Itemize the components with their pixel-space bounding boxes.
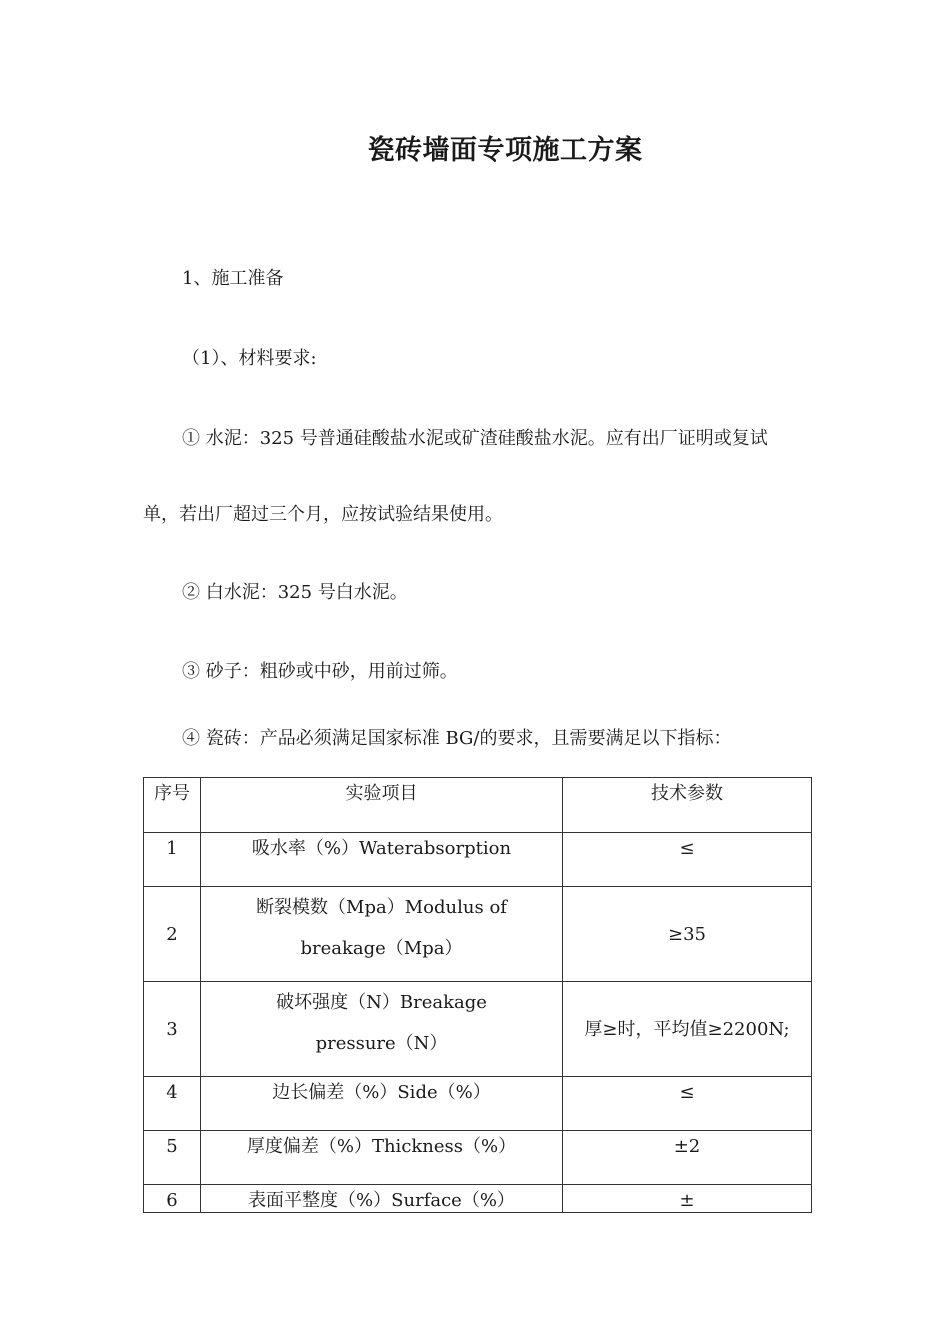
table-row — [144, 1185, 812, 1213]
table-row — [144, 887, 812, 982]
table-row — [144, 982, 812, 1077]
row-test-item: 边长偏差（%）Side（%） — [201, 1077, 563, 1131]
row-test-item: 断裂模数（Mpa）Modulus of breakage（Mpa） — [256, 897, 507, 959]
white-cement-requirement: ② 白水泥：325 号白水泥。 — [182, 582, 408, 603]
tile-requirement: ④ 瓷砖：产品必须满足国家标准 BG/的要求，且需要满足以下指标： — [182, 728, 732, 749]
row-technical-param: ± — [563, 1185, 812, 1213]
row-test-item-cell — [201, 887, 563, 982]
header-number: 序号 — [144, 778, 201, 833]
row-number: 3 — [144, 982, 201, 1077]
table-row — [144, 1131, 812, 1185]
row-number: 6 — [144, 1185, 201, 1213]
table-header-row — [144, 778, 812, 833]
row-test-item: 破坏强度（N）Breakage pressure（N） — [276, 992, 487, 1054]
document-title: 瓷砖墙面专项施工方案 — [367, 135, 643, 166]
row-technical-param: 厚≥时，平均值≥2200N; — [563, 982, 812, 1077]
row-test-item: 厚度偏差（%）Thickness（%） — [201, 1131, 563, 1185]
row-technical-param: ≤ — [563, 833, 812, 887]
sand-requirement: ③ 砂子：粗砂或中砂，用前过筛。 — [182, 661, 458, 682]
subsection-heading: （1）、材料要求: — [182, 348, 317, 369]
row-technical-param: ≤ — [563, 1077, 812, 1131]
row-number: 5 — [144, 1131, 201, 1185]
tile-spec-table — [143, 777, 812, 1213]
row-number: 4 — [144, 1077, 201, 1131]
row-test-item-cell — [201, 982, 563, 1077]
cement-requirement-line-2: 单，若出厂超过三个月，应按试验结果使用。 — [143, 504, 503, 525]
header-test-item: 实验项目 — [201, 778, 563, 833]
cement-requirement-line-1: ① 水泥：325 号普通硅酸盐水泥或矿渣硅酸盐水泥。应有出厂证明或复试 — [182, 428, 768, 449]
header-technical-param: 技术参数 — [563, 778, 812, 833]
row-number: 1 — [144, 833, 201, 887]
table-row — [144, 1077, 812, 1131]
section-heading: 1、施工准备 — [182, 268, 284, 289]
row-technical-param: ±2 — [563, 1131, 812, 1185]
row-test-item: 表面平整度（%）Surface（%） — [201, 1185, 563, 1213]
table-row — [144, 833, 812, 887]
row-technical-param: ≥35 — [563, 887, 812, 982]
row-test-item: 吸水率（%）Waterabsorption — [201, 833, 563, 887]
row-number: 2 — [144, 887, 201, 982]
